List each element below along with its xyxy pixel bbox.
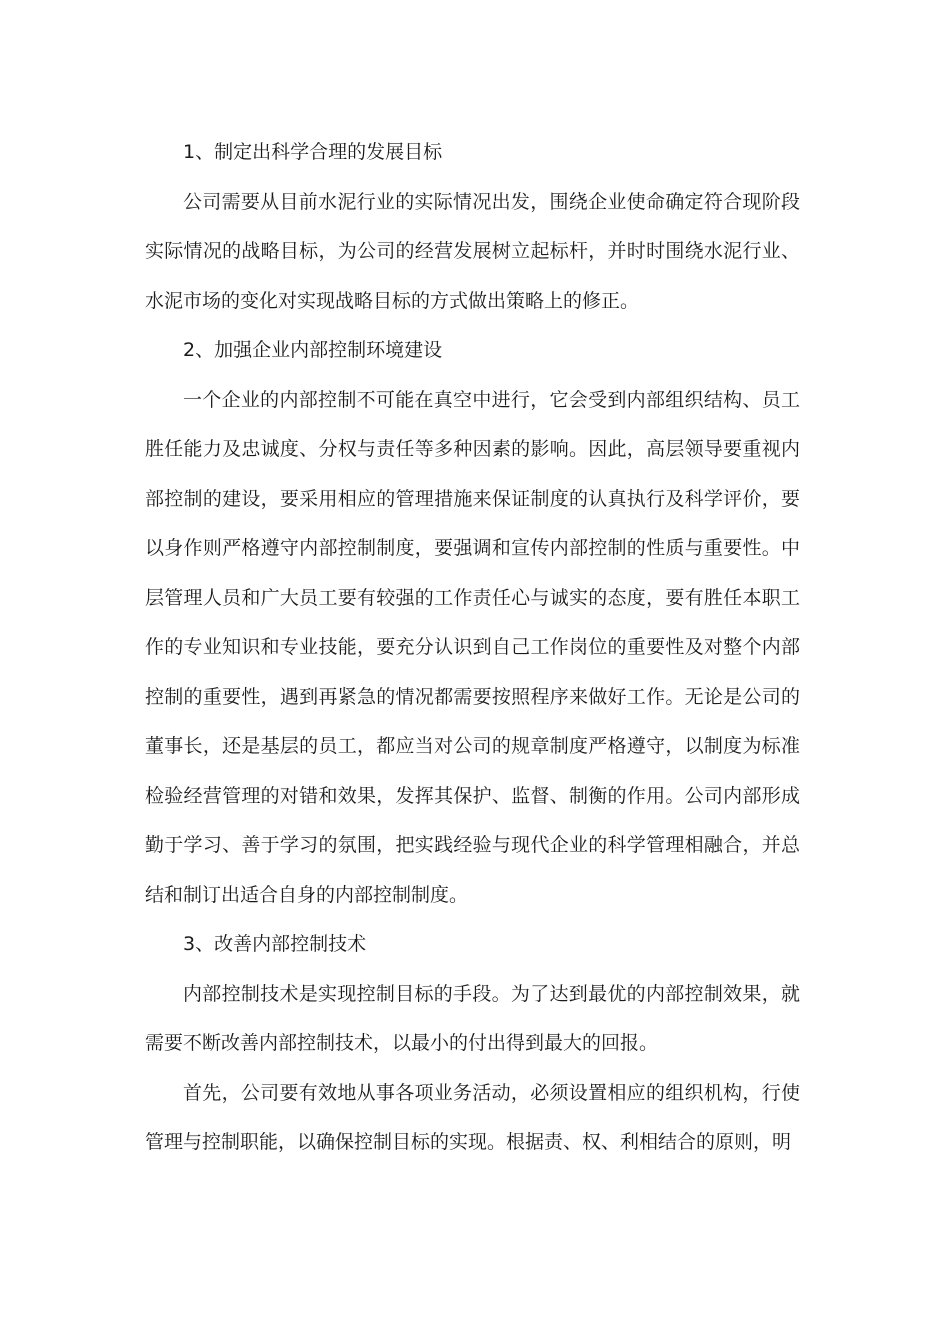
section-heading-2: 2、加强企业内部控制环境建设 — [183, 339, 443, 361]
paragraph-control-environment: 一个企业的内部控制不可能在真空中进行，它会受到内部组织结构、员工胜任能力及忠诚度、分权与责任等多种因素的影响。因此，高层领导要重视内部控制的建设，要采用相应的管理措施来保证制度的认真执行及科学评价，要以身作则严格遵守内部控制制度，要强调和宣传内部控制的性质与重要性。中层管理人员和广大员工要有较强的工作责任心与诚实的态度，要有胜任本职工作的专业知识和专业技能，要充分认识到自己工作岗位的重要性及对整个内部控制的重要性，遇到再紧急的情况都需要按照程序来做好工作。无论是公司的董事长，还是基层的员工，都应当对公司的规章制度严格遵守，以制度为标准检验经营管理的对错和效果，发挥其保护、监督、制衡的作用。公司内部形成勤于学习、善于学习的氛围，把实践经验与现代企业的科学管理相融合，并总结和制订出适合自身的内部控制制度。 — [145, 388, 800, 906]
document-body — [145, 128, 800, 1168]
paragraph-control-technology: 内部控制技术是实现控制目标的手段。为了达到最优的内部控制效果，就需要不断改善内部控制技术，以最小的付出得到最大的回报。 — [145, 982, 800, 1054]
section-heading-3: 3、改善内部控制技术 — [183, 933, 367, 955]
paragraph-organization: 首先，公司要有效地从事各项业务活动，必须设置相应的组织机构，行使管理与控制职能，以确保控制目标的实现。根据责、权、利相结合的原则，明 — [145, 1081, 800, 1153]
paragraph-development-goals: 公司需要从目前水泥行业的实际情况出发，围绕企业使命确定符合现阶段实际情况的战略目标，为公司的经营发展树立起标杆，并时时围绕水泥行业、水泥市场的变化对实现战略目标的方式做出策略上的修正。 — [145, 190, 800, 312]
section-heading-1: 1、制定出科学合理的发展目标 — [183, 141, 443, 163]
